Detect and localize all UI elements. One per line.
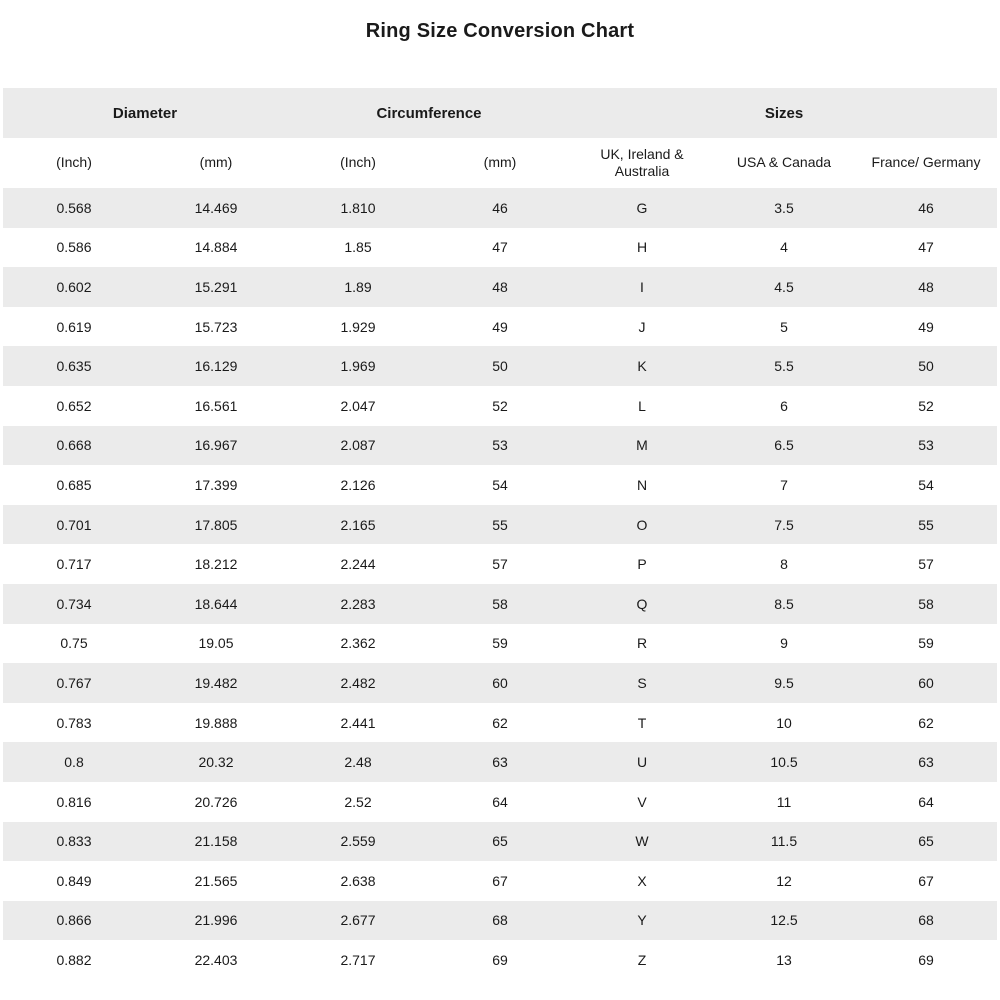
table-cell: Q: [636, 595, 648, 612]
table-cell: 2.362: [340, 635, 376, 652]
table-cell: 50: [492, 358, 508, 375]
table-cell: 67: [492, 872, 508, 889]
table-cell: 1.810: [340, 199, 376, 216]
table-cell: 2.52: [344, 793, 372, 810]
table-row: [3, 307, 997, 347]
table-cell: 58: [492, 595, 508, 612]
table-cell: 0.882: [56, 952, 92, 969]
table-cell: 65: [918, 833, 934, 850]
table-cell: 67: [918, 872, 934, 889]
column-header-circumference-mm: (mm): [429, 138, 571, 188]
table-cell: 2.482: [340, 674, 376, 691]
table-cell: K: [637, 358, 647, 375]
table-header: [3, 88, 997, 188]
table-cell: 1.929: [340, 318, 376, 335]
table-cell: 0.586: [56, 239, 92, 256]
table-cell: 54: [492, 476, 508, 493]
table-cell: W: [635, 833, 649, 850]
table-cell: 16.561: [194, 397, 238, 414]
table-cell: 21.996: [194, 912, 238, 929]
table-cell: 69: [492, 952, 508, 969]
table-row: [3, 465, 997, 505]
table-cell: 1.85: [344, 239, 372, 256]
table-cell: 0.701: [56, 516, 92, 533]
table-cell: 1.969: [340, 358, 376, 375]
table-cell: 2.087: [340, 437, 376, 454]
group-header-circumference: Circumference: [287, 88, 571, 138]
table-cell: 62: [918, 714, 934, 731]
table-row: [3, 267, 997, 307]
table-cell: 48: [918, 278, 934, 295]
table-cell: 49: [492, 318, 508, 335]
table-row: [3, 505, 997, 545]
table-row: [3, 624, 997, 664]
table-cell: 60: [918, 674, 934, 691]
table-cell: 68: [492, 912, 508, 929]
table-cell: N: [636, 476, 648, 493]
table-cell: 9: [780, 635, 788, 652]
table-cell: S: [637, 674, 647, 691]
table-cell: 2.559: [340, 833, 376, 850]
table-cell: 15.723: [194, 318, 238, 335]
table-row: [3, 584, 997, 624]
table-cell: 10.5: [770, 754, 798, 771]
table-cell: 16.967: [194, 437, 238, 454]
table-cell: 59: [492, 635, 508, 652]
table-cell: 0.816: [56, 793, 92, 810]
table-cell: 0.833: [56, 833, 92, 850]
table-cell: 0.849: [56, 872, 92, 889]
table-cell: 63: [492, 754, 508, 771]
table-cell: 5: [780, 318, 788, 335]
table-cell: 63: [918, 754, 934, 771]
column-header-circumference-inch: (Inch): [287, 138, 429, 188]
table-row: [3, 663, 997, 703]
table-cell: 47: [918, 239, 934, 256]
table-row: [3, 742, 997, 782]
table-row: [3, 544, 997, 584]
table-cell: 2.165: [340, 516, 376, 533]
table-cell: L: [638, 397, 646, 414]
table-cell: 14.884: [194, 239, 238, 256]
table-cell: 16.129: [194, 358, 238, 375]
table-cell: 7.5: [774, 516, 794, 533]
table-cell: Y: [637, 912, 647, 929]
column-header-diameter-mm: (mm): [145, 138, 287, 188]
table-cell: 19.482: [194, 674, 238, 691]
table-cell: 2.244: [340, 556, 376, 573]
table-cell: 11: [776, 793, 792, 810]
table-cell: 0.685: [56, 476, 92, 493]
table-cell: I: [640, 278, 644, 295]
table-cell: Z: [637, 952, 647, 969]
table-cell: 2.48: [344, 754, 372, 771]
table-row: [3, 386, 997, 426]
table-cell: 68: [918, 912, 934, 929]
table-cell: 2.441: [340, 714, 376, 731]
table-cell: 12.5: [770, 912, 798, 929]
table-row: [3, 901, 997, 941]
table-cell: 8: [780, 556, 788, 573]
group-header-sizes: Sizes: [571, 88, 997, 138]
table-cell: 0.668: [56, 437, 92, 454]
table-cell: 65: [492, 833, 508, 850]
table-cell: 21.158: [194, 833, 238, 850]
table-cell: 18.644: [194, 595, 238, 612]
table-cell: 53: [492, 437, 508, 454]
table-cell: 20.32: [198, 754, 234, 771]
table-cell: 0.734: [56, 595, 92, 612]
table-cell: 17.399: [194, 476, 238, 493]
table-cell: 59: [918, 635, 934, 652]
table-cell: 4.5: [774, 278, 794, 295]
table-body: [3, 188, 997, 980]
table-cell: 57: [918, 556, 934, 573]
table-cell: 0.767: [56, 674, 92, 691]
table-cell: 2.677: [340, 912, 376, 929]
table-cell: 0.652: [56, 397, 92, 414]
table-cell: 52: [492, 397, 508, 414]
table-row: [3, 346, 997, 386]
table-cell: 10: [776, 714, 792, 731]
table-cell: 17.805: [194, 516, 238, 533]
table-cell: 0.783: [56, 714, 92, 731]
table-cell: G: [636, 199, 648, 216]
table-row: [3, 228, 997, 268]
page-title: Ring Size Conversion Chart: [365, 20, 635, 42]
table-row: [3, 940, 997, 980]
column-header-uk-ireland-australia: UK, Ireland & Australia: [571, 138, 713, 188]
group-header-row: [3, 88, 997, 138]
table-cell: 0.568: [56, 199, 92, 216]
table-cell: 46: [918, 199, 934, 216]
table-cell: 58: [918, 595, 934, 612]
table-cell: 18.212: [194, 556, 238, 573]
table-cell: 55: [492, 516, 508, 533]
table-cell: 2.717: [340, 952, 376, 969]
table-cell: 7: [780, 476, 788, 493]
table-cell: 22.403: [194, 952, 238, 969]
table-cell: M: [636, 437, 648, 454]
table-cell: 2.126: [340, 476, 376, 493]
table-cell: 50: [918, 358, 934, 375]
table-cell: 46: [492, 199, 508, 216]
table-row: [3, 782, 997, 822]
table-cell: 1.89: [344, 278, 372, 295]
column-header-row: [3, 138, 997, 188]
table-cell: 52: [918, 397, 934, 414]
table-cell: 49: [918, 318, 934, 335]
table-cell: 69: [918, 952, 934, 969]
table-cell: 4: [780, 239, 788, 256]
table-cell: X: [637, 872, 647, 889]
column-header-france-germany: France/ Germany: [855, 138, 997, 188]
table-cell: 62: [492, 714, 508, 731]
table-cell: P: [637, 556, 647, 573]
table-cell: 54: [918, 476, 934, 493]
table-cell: 12: [776, 872, 792, 889]
table-cell: 0.619: [56, 318, 92, 335]
table-cell: 0.635: [56, 358, 92, 375]
table-cell: V: [637, 793, 647, 810]
table-cell: 64: [918, 793, 934, 810]
table-cell: 20.726: [194, 793, 238, 810]
table-cell: 15.291: [194, 278, 238, 295]
table-row: [3, 703, 997, 743]
table-cell: 3.5: [774, 199, 794, 216]
table-cell: J: [638, 318, 646, 335]
table-cell: 55: [918, 516, 934, 533]
table-cell: U: [636, 754, 648, 771]
group-header-diameter: Diameter: [3, 88, 287, 138]
column-header-usa-canada: USA & Canada: [713, 138, 855, 188]
table-cell: 6: [780, 397, 788, 414]
table-cell: 2.638: [340, 872, 376, 889]
table-cell: 47: [492, 239, 508, 256]
table-row: [3, 426, 997, 466]
table-cell: 48: [492, 278, 508, 295]
table-cell: 0.866: [56, 912, 92, 929]
table-cell: 64: [492, 793, 508, 810]
ring-size-conversion-table: [3, 88, 997, 980]
table-cell: 57: [492, 556, 508, 573]
table-cell: 8.5: [774, 595, 794, 612]
table-cell: 53: [918, 437, 934, 454]
table-cell: 2.047: [340, 397, 376, 414]
table-cell: 14.469: [194, 199, 238, 216]
table-row: [3, 822, 997, 862]
table-cell: 0.75: [60, 635, 88, 652]
table-cell: 0.8: [64, 754, 84, 771]
table-cell: 19.05: [198, 635, 234, 652]
table-cell: 6.5: [774, 437, 794, 454]
table-cell: 9.5: [774, 674, 794, 691]
table-cell: 2.283: [340, 595, 376, 612]
table-cell: 13: [776, 952, 792, 969]
table-cell: R: [636, 635, 648, 652]
column-header-diameter-inch: (Inch): [3, 138, 145, 188]
table-cell: 5.5: [774, 358, 794, 375]
table-cell: 0.602: [56, 278, 92, 295]
table-cell: 60: [492, 674, 508, 691]
table-cell: O: [636, 516, 648, 533]
table-cell: H: [636, 239, 648, 256]
table-cell: 11.5: [770, 833, 798, 850]
table-cell: 19.888: [194, 714, 238, 731]
table-row: [3, 861, 997, 901]
table-cell: T: [637, 714, 647, 731]
table-cell: 21.565: [194, 872, 238, 889]
table-cell: 0.717: [56, 556, 92, 573]
table-row: [3, 188, 997, 228]
